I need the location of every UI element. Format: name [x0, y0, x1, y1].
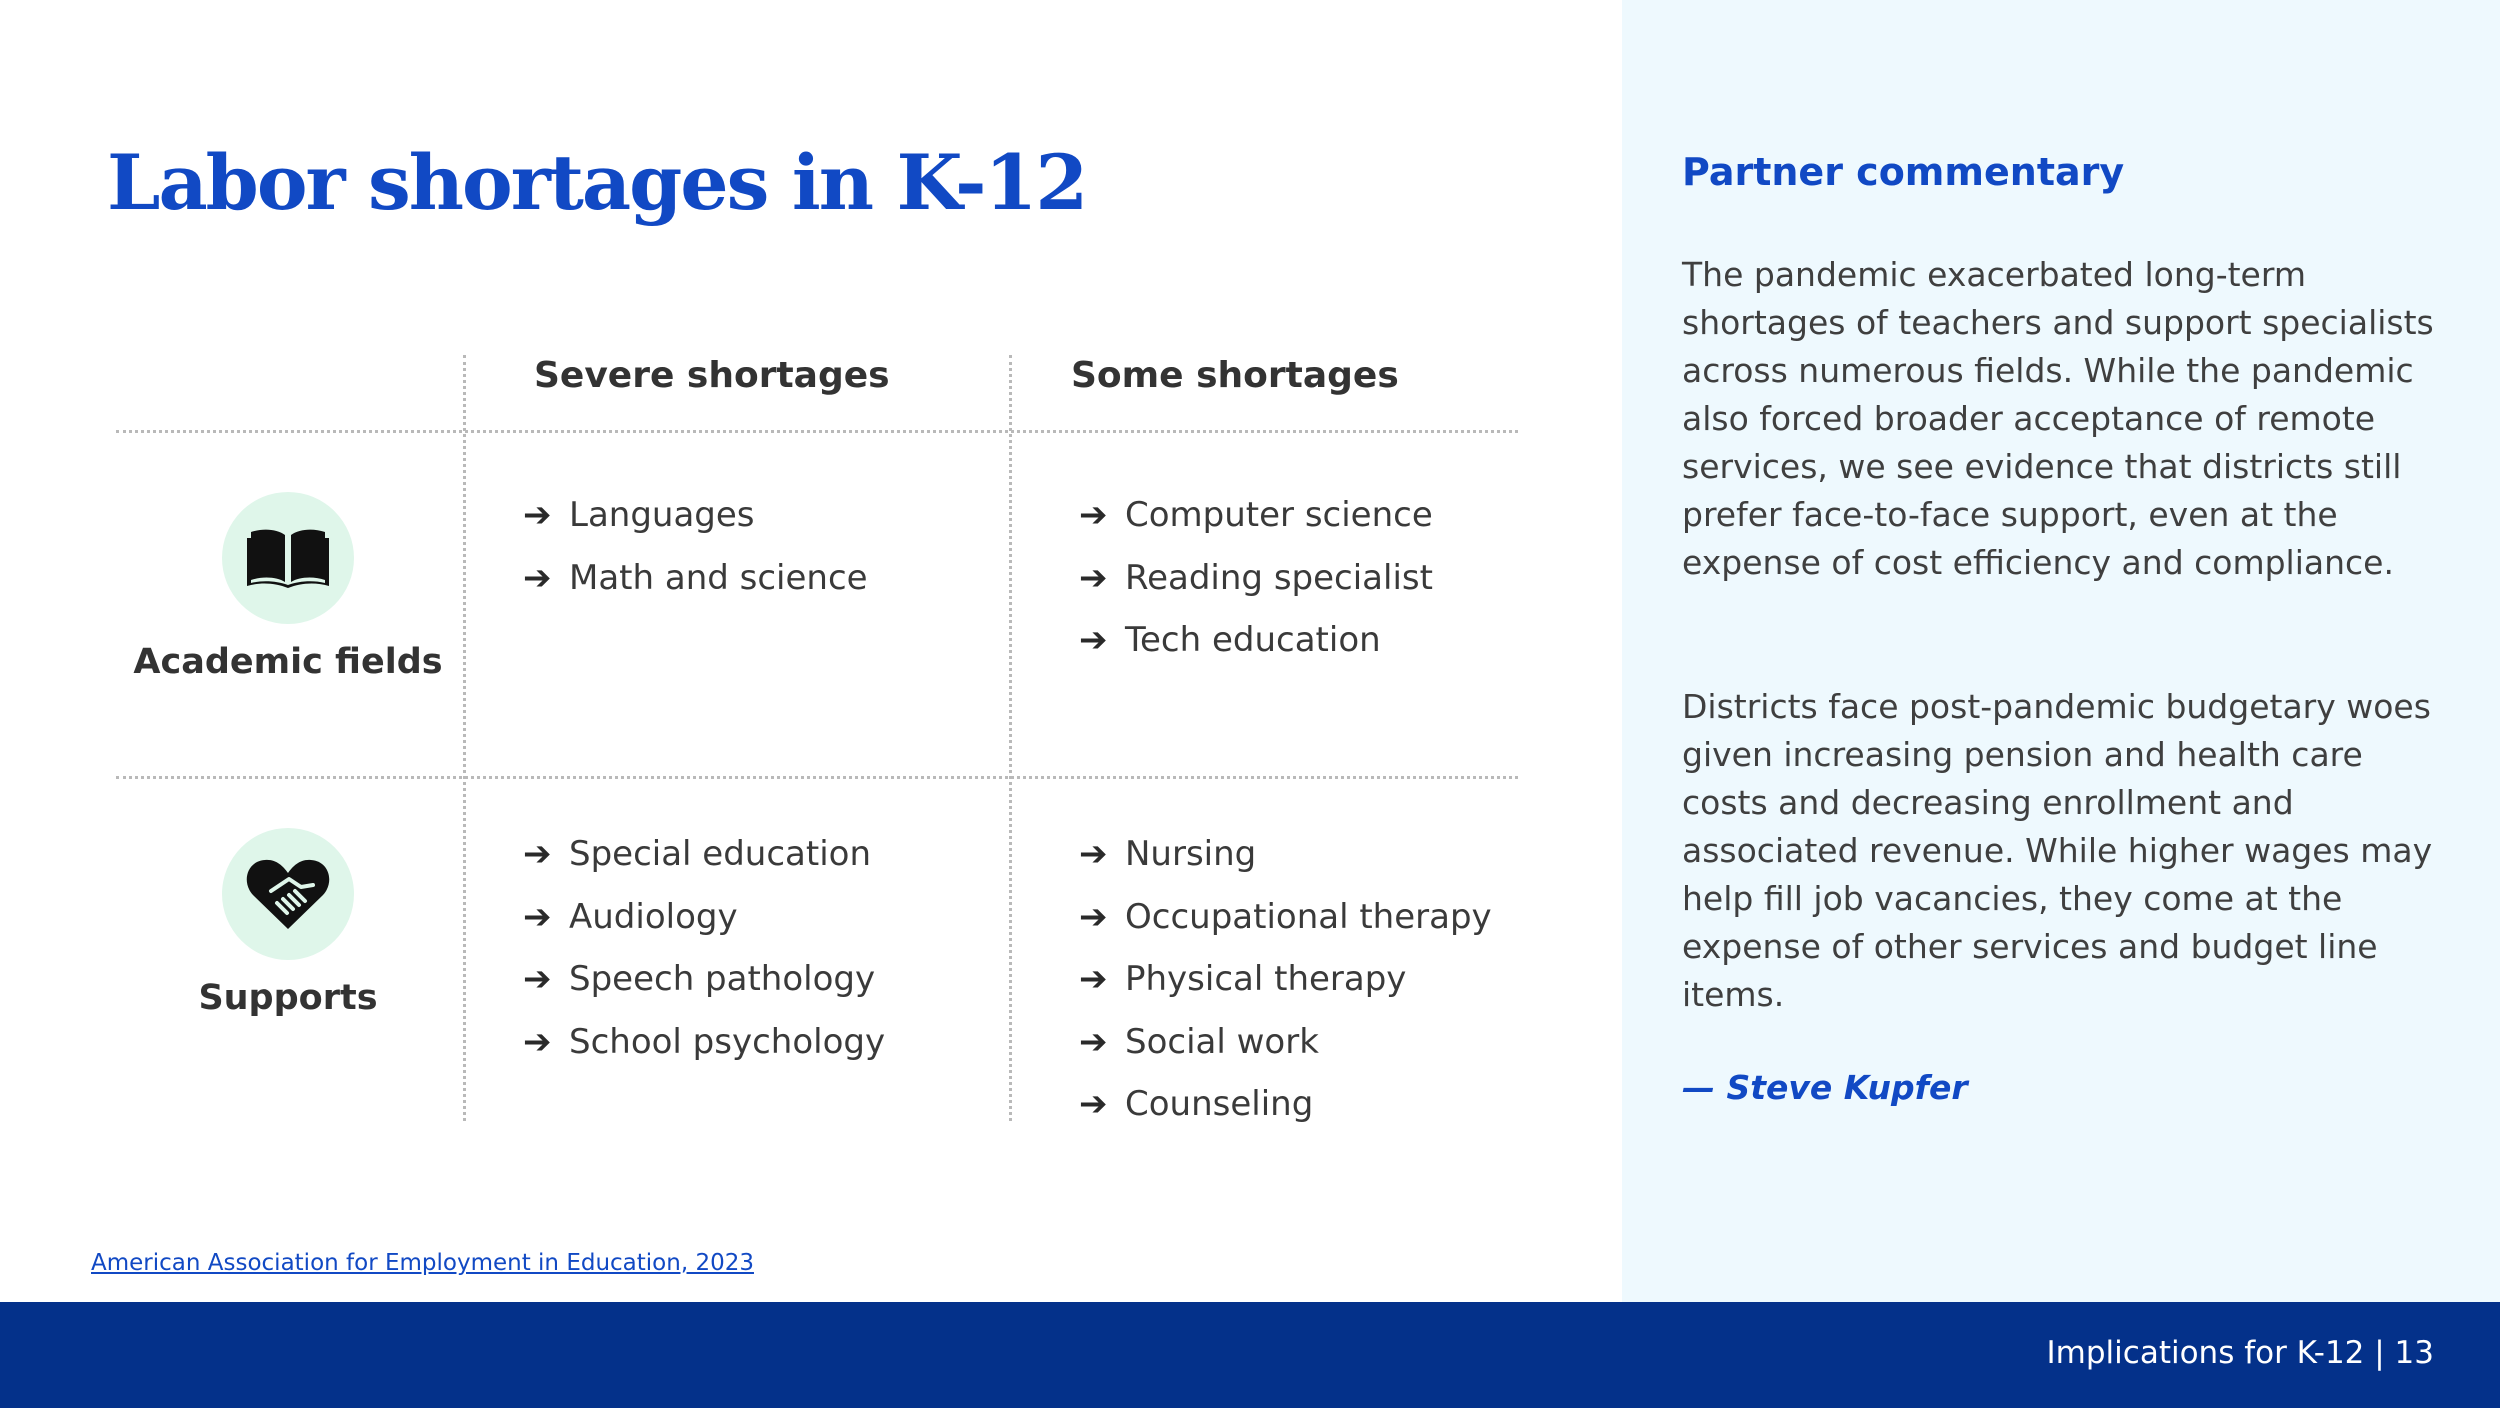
shortages-table — [116, 355, 1518, 1124]
row-title: Academic fields — [133, 642, 443, 682]
row-divider — [116, 430, 1518, 433]
column-divider — [463, 355, 466, 1121]
list-item: ➔ Reading specialist — [1079, 547, 1433, 610]
page-title: Labor shortages in K-12 — [107, 138, 1087, 227]
severe-list-academic — [523, 484, 868, 609]
column-header-severe: Severe shortages — [534, 355, 890, 396]
list-item: ➔ Counseling — [1079, 1073, 1492, 1136]
source-link[interactable]: American Association for Employment in Education, 2023 — [91, 1250, 754, 1276]
list-item: ➔ Nursing — [1079, 823, 1492, 886]
list-item: ➔ Speech pathology — [523, 948, 885, 1011]
arrow-right-icon: ➔ — [1079, 896, 1108, 937]
book-icon — [245, 526, 331, 590]
arrow-right-icon: ➔ — [1079, 959, 1108, 999]
list-item: ➔ Math and science — [523, 547, 868, 610]
commentary-attribution: — Steve Kupfer — [1682, 1068, 1968, 1107]
column-header-some: Some shortages — [1071, 355, 1399, 396]
arrow-right-icon: ➔ — [1079, 1021, 1108, 1062]
footer-bar — [0, 1302, 2500, 1408]
list-item: ➔ Special education — [523, 823, 885, 886]
arrow-right-icon: ➔ — [523, 896, 552, 937]
icon-badge — [222, 492, 354, 624]
arrow-right-icon: ➔ — [1079, 620, 1108, 660]
icon-badge — [222, 828, 354, 960]
list-item: ➔ Tech education — [1079, 609, 1433, 672]
list-item: ➔ Occupational therapy — [1079, 886, 1492, 949]
column-divider — [1009, 355, 1012, 1121]
arrow-right-icon: ➔ — [523, 834, 552, 874]
heart-handshake-icon — [245, 855, 331, 933]
arrow-right-icon: ➔ — [1079, 495, 1108, 535]
list-item: ➔ School psychology — [523, 1011, 885, 1074]
list-item: ➔ Audiology — [523, 886, 885, 949]
arrow-right-icon: ➔ — [523, 495, 552, 535]
some-list-academic — [1079, 484, 1433, 672]
row-label-academic — [116, 492, 460, 682]
some-list-supports — [1079, 823, 1492, 1136]
row-title: Supports — [198, 978, 378, 1018]
row-label-supports — [116, 828, 460, 1018]
page-number: Implications for K-12 | 13 — [2046, 1335, 2434, 1371]
arrow-right-icon: ➔ — [1079, 834, 1108, 874]
commentary-paragraph: The pandemic exacerbated long-term shortages of teachers and support specialists across numerous fields. While the pandemic also forced broader acceptance of remote services, we see evidence that districts still prefer face-to-face support, even at the expense of cost efficiency and compliance. — [1682, 255, 2434, 582]
list-item: ➔ Physical therapy — [1079, 948, 1492, 1011]
arrow-right-icon: ➔ — [523, 1021, 552, 1062]
commentary-sidebar — [1622, 0, 2500, 1302]
arrow-right-icon: ➔ — [523, 959, 552, 999]
severe-list-supports — [523, 823, 885, 1073]
list-item: ➔ Languages — [523, 484, 868, 547]
arrow-right-icon: ➔ — [1079, 557, 1108, 598]
list-item: ➔ Social work — [1079, 1011, 1492, 1074]
row-divider — [116, 776, 1518, 779]
commentary-heading: Partner commentary — [1682, 150, 2125, 194]
arrow-right-icon: ➔ — [1079, 1084, 1108, 1124]
commentary-paragraph: Districts face post-pandemic budgetary woes given increasing pension and health care costs and decreasing enrollment and associated revenue. While higher wages may help fill job vacancies, they come at the expense of other services and budget line items. — [1682, 687, 2433, 1014]
arrow-right-icon: ➔ — [523, 557, 552, 598]
list-item: ➔ Computer science — [1079, 484, 1433, 547]
